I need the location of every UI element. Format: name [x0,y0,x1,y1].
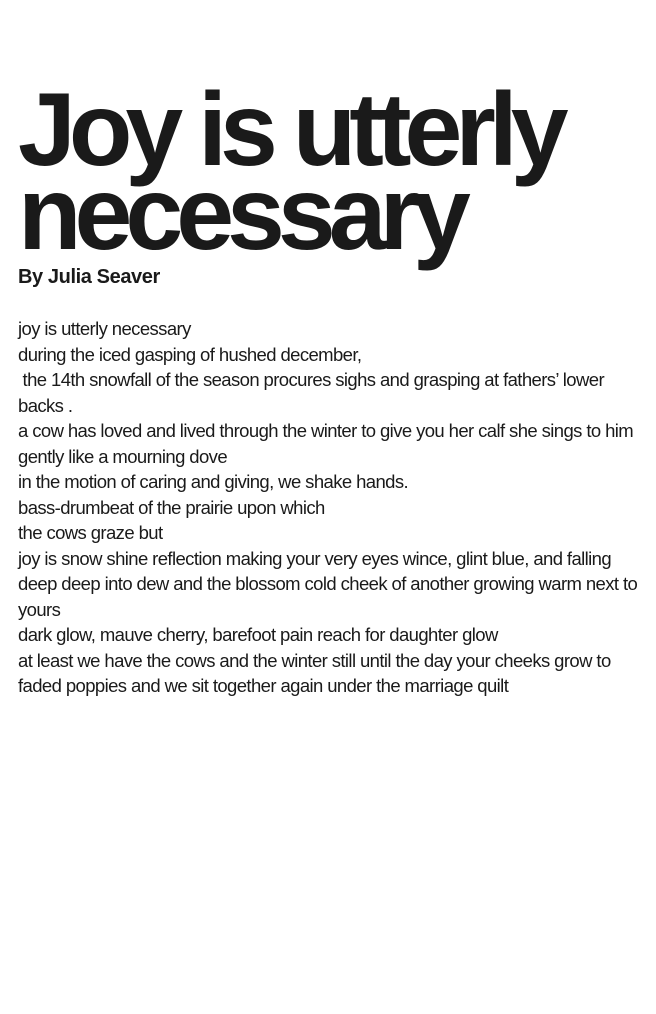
poem-line: joy is snow shine reflection making your very eyes wince, glint blue, and falling deep deep into dew and the blossom cold cheek of another growing warm next to yours [18,547,642,620]
article-title-line: Joy is utterly [18,72,562,188]
article-title-line: necessary [18,156,464,272]
poem-line: the 14th snowfall of the season procures sighs and grasping at fathers’ lower backs . [18,369,609,416]
poem-line: the cows graze but [18,522,163,543]
poem-line: at least we have the cows and the winter still until the day your cheeks grow to faded poppies and we sit together again under the marriage quilt [18,649,616,696]
poem-line: bass-drumbeat of the prairie upon which [18,496,325,518]
poem-line: a cow has loved and lived through the winter to give you her calf she sings to him gently like a mourning dove [18,420,638,467]
poem-line: dark glow, mauve cherry, barefoot pain reach for daughter glow [18,624,498,645]
poem-line: joy is utterly necessary [18,318,191,339]
poem-body [18,316,642,699]
author-byline: By Julia Seaver [18,266,160,288]
poem-line: during the iced gasping of hushed december, [18,343,362,365]
poem-line: in the motion of caring and giving, we shake hands. [18,471,409,492]
article-title [18,72,562,272]
